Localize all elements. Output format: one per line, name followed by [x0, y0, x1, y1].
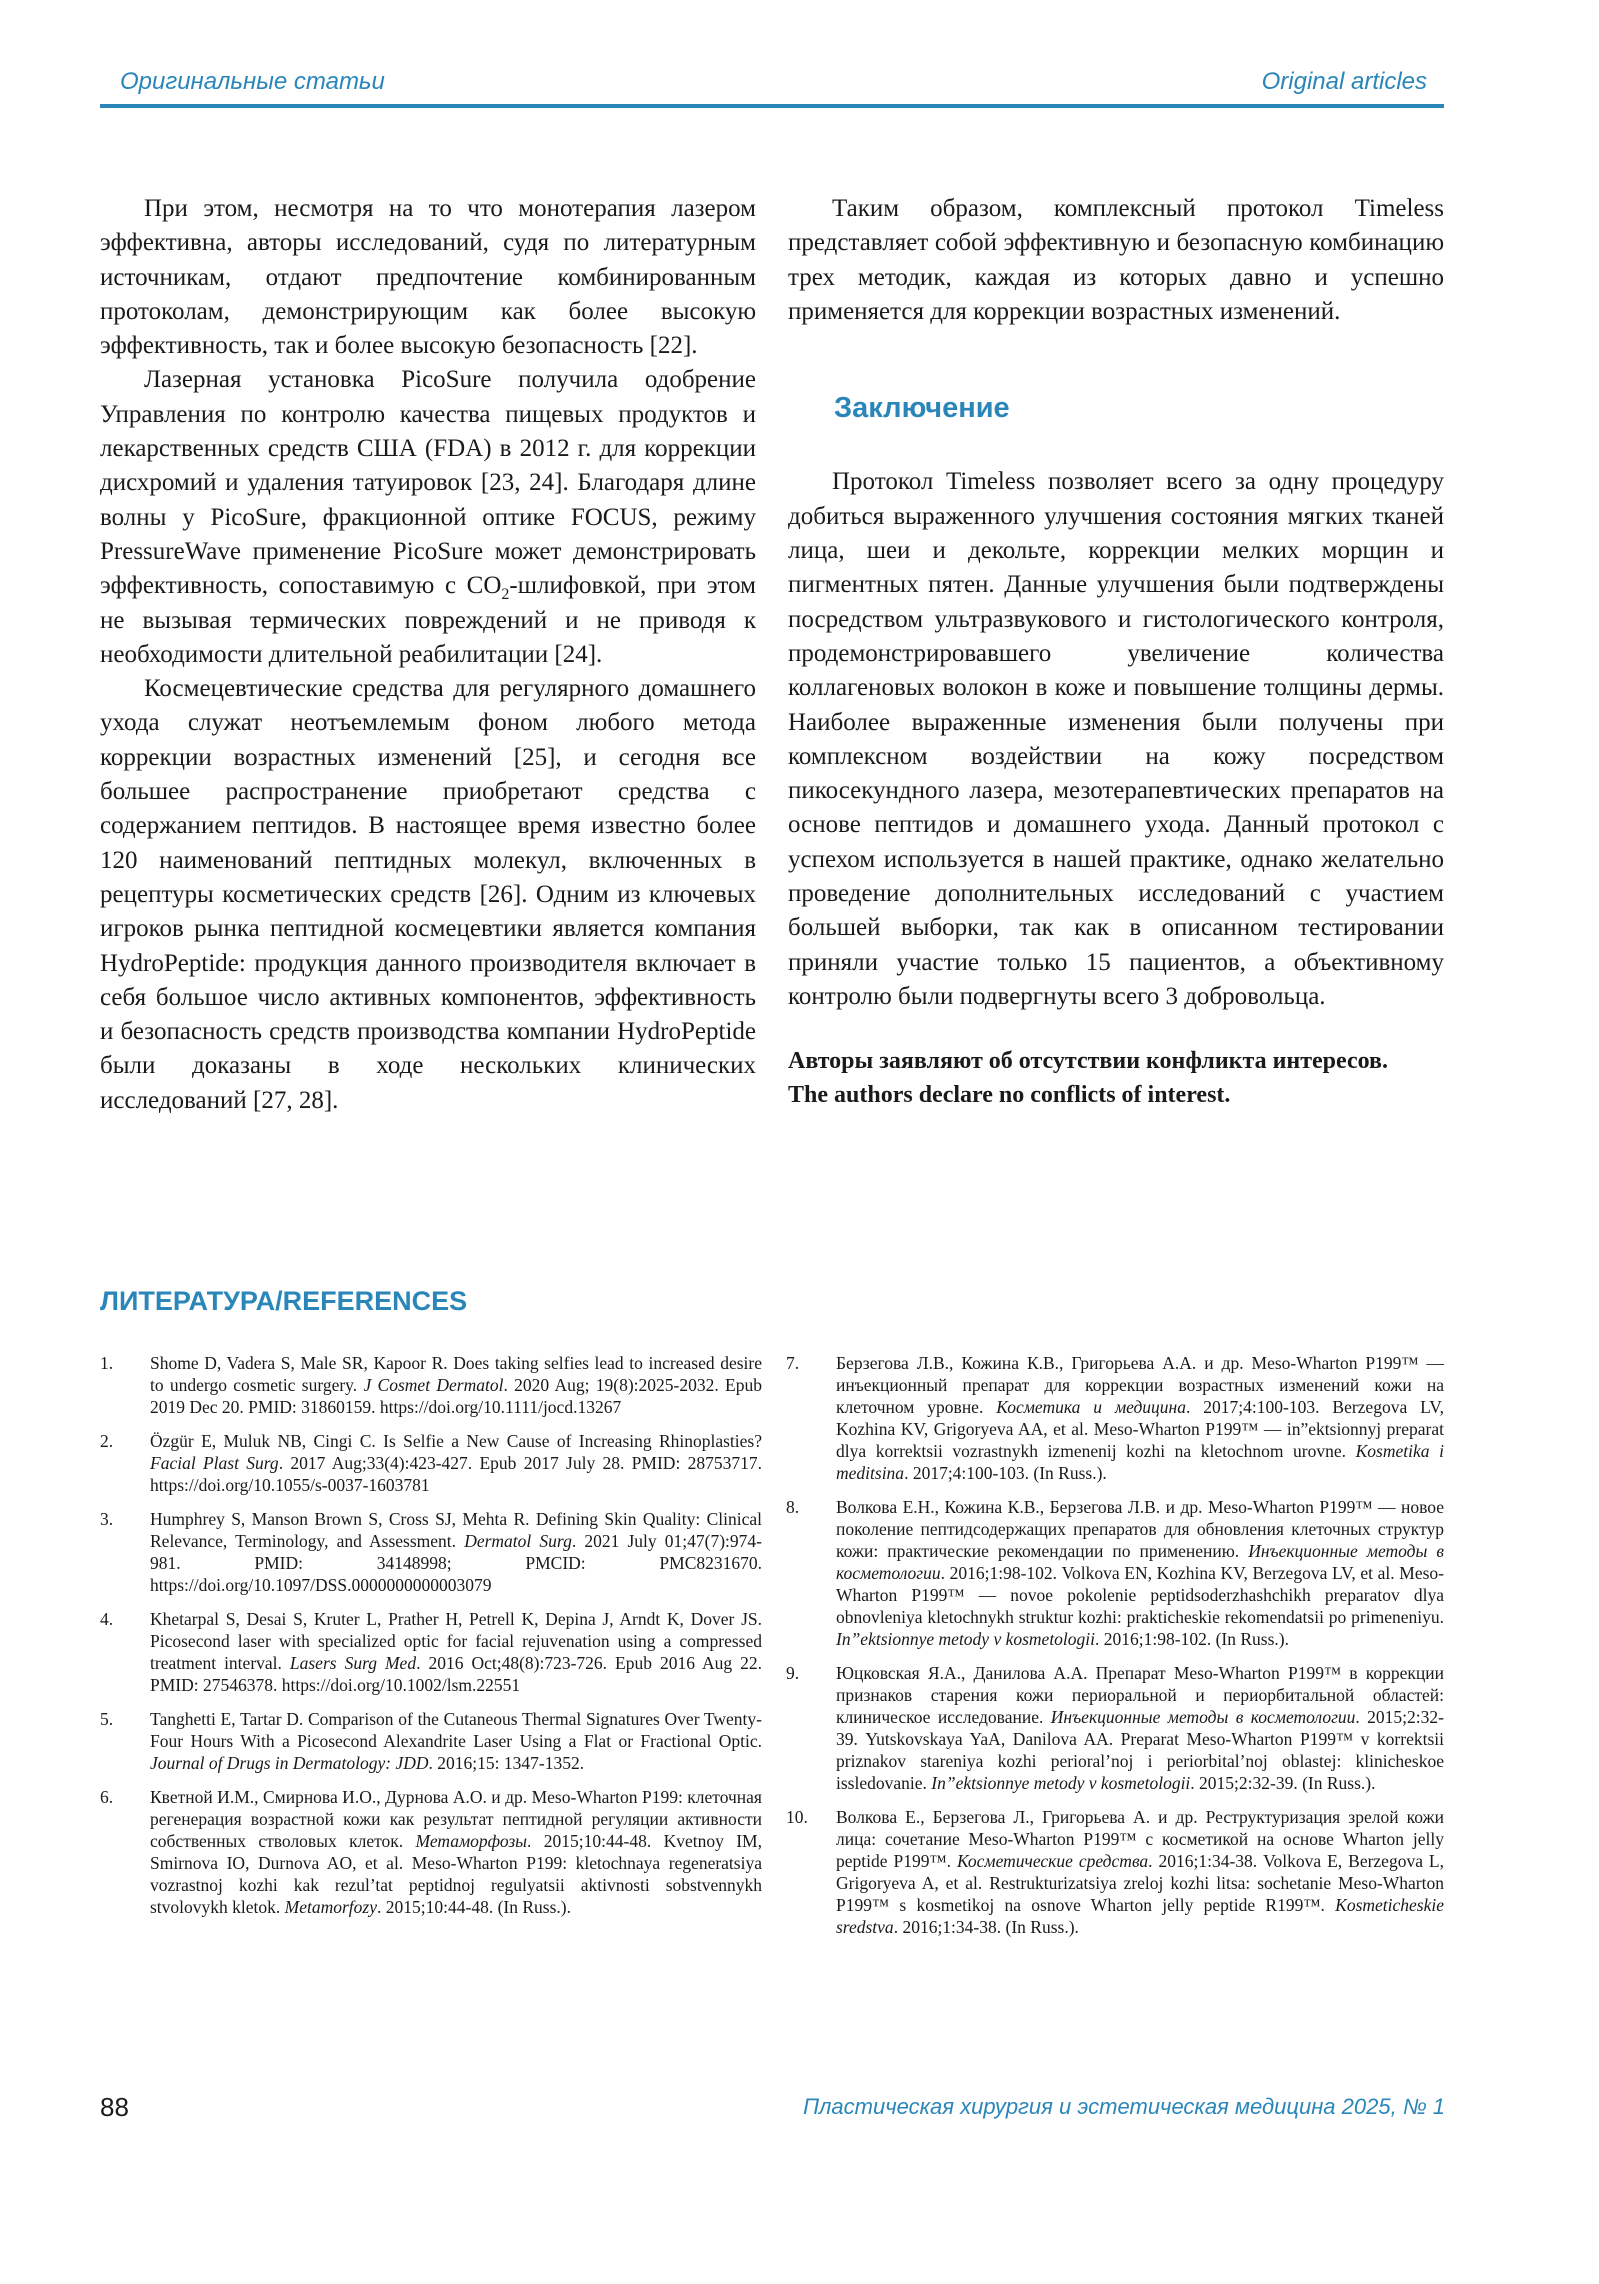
reference-text: Кветной И.М., Смирнова И.О., Дурнова А.О. и др. Meso-Wharton P199: клеточная регенерация возрастной кожи как результат пептидной регуляции активности собственных стволовых клеток.: [150, 1787, 762, 1851]
reference-item: [786, 1352, 1444, 1484]
reference-text: Юцковская Я.А., Данилова А.А. Препарат Meso-Wharton P199™ в коррекции признаков старения кожи периоральной и периорбитальной областей: клиническое исследование.: [836, 1663, 1444, 1727]
reference-text: . 2021 July 01;47(7):974-981. PMID: 34148998; PMCID: PMC8231670. https://doi.org/10.1097/DSS.0000000000003079: [150, 1531, 762, 1595]
reference-item: [786, 1806, 1444, 1938]
reference-journal: Dermatol Surg: [464, 1531, 572, 1551]
reference-text: . 2016;1:34-38. (In Russ.).: [893, 1917, 1079, 1937]
reference-item: [100, 1352, 762, 1418]
reference-text: . 2015;10:44-48. Kvetnoy IM, Smirnova IO, Durnova AO, et al. Meso-Wharton P199: kletochnaya regeneratsiya vozrastnoj kozhi kak rezul’tat peptidnoj regulyatsii aktivnosti sobstvennykh stvolovykh kletok.: [150, 1831, 762, 1917]
reference-journal: Lasers Surg Med: [289, 1653, 417, 1673]
reference-item: [786, 1496, 1444, 1650]
reference-number: 2.: [100, 1431, 114, 1451]
conclusion-heading: Заключение: [834, 392, 1010, 425]
header-divider: [100, 104, 1444, 108]
disclosure-en: The authors declare no conflicts of interest.: [788, 1082, 1231, 1109]
reference-journal: Инъекционные методы в косметологии: [1050, 1707, 1356, 1727]
reference-text: Tanghetti E, Tartar D. Comparison of the Cutaneous Thermal Signatures Over Twenty-Four Hours With a Picosecond Alexandrite Laser Using a Flat or Fractional Optic.: [150, 1709, 762, 1751]
reference-text: . 2016;1:98-102. Volkova EN, Kozhina KV, Berzegova LV, et al. Meso-Wharton P199™ — novoe pokolenie peptidsoderzhashchikh preparatov dlya obnovleniya kletochnykh struktur kozhi: prakticheskie rekomendatsii po primeneniyu.: [836, 1563, 1444, 1627]
reference-number: 8.: [786, 1497, 800, 1517]
body-column-left: [100, 192, 756, 1118]
reference-journal: Косметические средства: [956, 1851, 1149, 1871]
reference-item: [100, 1786, 762, 1918]
reference-item: [786, 1662, 1444, 1794]
paragraph-conclusion: Протокол Timeless позволяет всего за одну процедуру добиться выраженного улучшения состояния мягких тканей лица, шеи и декольте, коррекции мелких морщин и пигментных пятен. Данные улучшения были подтверждены посредством ультразвукового и гистологического контроля, продемонстрировавшего увеличение количества коллагеновых волокон в коже и повышение толщины дермы. Наиболее выраженные изменения были получены при комплексном воздействии на кожу посредством пикосекундного лазера, мезотерапевтических препаратов на основе пептидов и домашнего ухода. Данный протокол с успехом используется в нашей практике, однако желательно проведение дополнительных исследований с участием большей выборки, так как в описанном тестировании приняли участие только 15 пациентов, а объективному контролю были подвергнуты всего 3 добровольца.: [788, 468, 1444, 1010]
reference-text: Shome D, Vadera S, Male SR, Kapoor R. Does taking selfies lead to increased desire to undergo cosmetic surgery.: [150, 1353, 762, 1395]
reference-text: Özgür E, Muluk NB, Cingi C. Is Selfie a New Cause of Increasing Rhinoplasties?: [150, 1431, 762, 1451]
reference-journal-translit: In”ektsionnye metody v kosmetologii: [931, 1773, 1191, 1793]
reference-item: [100, 1508, 762, 1596]
reference-journal-translit: Kosmetika i meditsina: [836, 1441, 1444, 1483]
reference-text: Волкова Е.Н., Кожина К.В., Берзегова Л.В. и др. Meso-Wharton P199™ — новое поколение пептидсодержащих препаратов для обновления клеточных структур кожи: практические рекомендации по применению.: [836, 1497, 1444, 1561]
paragraph-monotherapy: При этом, несмотря на то что монотерапия лазером эффективна, авторы исследований, судя по литературным источникам, отдают предпочтение комбинированным протоколам, демонстрирующим как более высокую эффективность, так и более высокую безопасность [22].: [100, 195, 756, 360]
reference-journal: Facial Plast Surg: [150, 1453, 279, 1473]
paragraph-picosure-text-b: -шлифовкой, при этом не вызывая термических повреждений и не приводя к необходимости длительной реабилитации [24].: [100, 572, 756, 668]
reference-journal: Метаморфозы: [415, 1831, 528, 1851]
reference-number: 6.: [100, 1787, 114, 1807]
reference-item: [100, 1608, 762, 1696]
body-column-right: [788, 192, 1444, 1112]
reference-text: . 2016;15: 1347-1352.: [428, 1753, 585, 1773]
reference-number: 10.: [786, 1807, 808, 1827]
running-header-section-en: Original articles: [1261, 68, 1427, 95]
reference-number: 3.: [100, 1509, 114, 1529]
page-number: 88: [100, 2092, 129, 2122]
reference-journal: Journal of Drugs in Dermatology: JDD: [150, 1753, 429, 1773]
reference-text: . 2017 Aug;33(4):423-427. Epub 2017 July 28. PMID: 28753717. https://doi.org/10.1055/s-0037-1603781: [150, 1453, 762, 1495]
disclosure-ru: Авторы заявляют об отсутствии конфликта интересов.: [788, 1048, 1388, 1075]
reference-text: Khetarpal S, Desai S, Kruter L, Prather H, Petrell K, Depina J, Arndt K, Dover JS. Picosecond laser with specialized optic for facial rejuvenation using a compressed treatment interval.: [150, 1609, 762, 1673]
reference-text: . 2015;2:32-39. (In Russ.).: [1190, 1773, 1376, 1793]
reference-item: [100, 1708, 762, 1774]
reference-number: 9.: [786, 1663, 800, 1683]
reference-text: Humphrey S, Manson Brown S, Cross SJ, Mehta R. Defining Skin Quality: Clinical Relevance, Terminology, and Assessment.: [150, 1509, 762, 1551]
reference-journal: Косметика и медицина: [996, 1397, 1186, 1417]
reference-text: . 2017;4:100-103. (In Russ.).: [904, 1463, 1107, 1483]
reference-number: 4.: [100, 1609, 114, 1629]
references-column-left: [100, 1352, 762, 1930]
paragraph-cosmeceuticals: Космецевтические средства для регулярного домашнего ухода служат неотъемлемым фоном любого метода коррекции возрастных изменений [25], и сегодня все большее распространение приобретают средства с содержанием пептидов. В настоящее время известно более 120 наименований пептидных молекул, включенных в рецептуры косметических средств [26]. Одним из ключевых игроков рынка пептидной космецевтики является компания HydroPeptide: продукция данного производителя включает в себя большое число активных компонентов, эффективность и безопасность средств производства компании HydroPeptide были доказаны в ходе нескольких клинических исследований [27, 28].: [100, 675, 756, 1114]
journal-title: Пластическая хирургия и эстетическая медицина 2025, № 1: [803, 2094, 1445, 2119]
reference-item: [100, 1430, 762, 1496]
reference-journal: Инъекционные методы в косметологии: [836, 1541, 1444, 1583]
paragraph-timeless-summary: Таким образом, комплексный протокол Timeless представляет собой эффективную и безопасную комбинацию трех методик, каждая из которых давно и успешно применяется для коррекции возрастных изменений.: [788, 195, 1444, 325]
running-header-section-ru: Оригинальные статьи: [120, 68, 385, 95]
reference-text: . 2015;10:44-48. (In Russ.).: [377, 1897, 571, 1917]
reference-text: Берзегова Л.В., Кожина К.В., Григорьева А.А. и др. Meso-Wharton P199™ — инъекционный препарат для коррекции возрастных изменений кожи на клеточном уровне.: [836, 1353, 1444, 1417]
reference-text: . 2016 Oct;48(8):723-726. Epub 2016 Aug 22. PMID: 27546378. https://doi.org/10.1002/lsm.22551: [150, 1653, 763, 1695]
paragraph-picosure-text-a: Лазерная установка PicoSure получила одобрение Управления по контролю качества пищевых продуктов и лекарственных средств США (FDA) в 2012 г. для коррекции дисхромий и удаления татуировок [23, 24]. Благодаря длине волны у PicoSure, фракционной оптике FOCUS, режиму PressureWave применение PicoSure может демонстрировать эффективность, сопоставимую с CO: [100, 366, 756, 600]
reference-text: . 2016;1:98-102. (In Russ.).: [1095, 1629, 1289, 1649]
reference-journal-translit: Kosmeticheskie sredstva: [836, 1895, 1444, 1937]
conflict-disclosure: [788, 1044, 1444, 1112]
reference-text: . 2015;2:32-39. Yutskovskaya YaA, Danilova AA. Preparat Meso-Wharton P199™ v korrektsii priznakov stareniya kozhi perioral’noj i periorbital’noj oblastej: klinicheskoe issledovanie.: [836, 1707, 1444, 1793]
reference-text: Волкова Е., Берзегова Л., Григорьева А. и др. Реструктуризация зрелой кожи лица: сочетание Meso-Wharton P199™ с косметикой на основе Wharton jelly peptide P199™.: [836, 1807, 1444, 1871]
reference-journal: J Cosmet Dermatol: [363, 1375, 504, 1395]
reference-number: 1.: [100, 1353, 114, 1373]
references-column-right: [786, 1352, 1444, 1950]
co2-subscript: 2: [501, 586, 510, 604]
references-heading: ЛИТЕРАТУРА/REFERENCES: [100, 1286, 468, 1316]
paragraph-picosure: [100, 363, 756, 672]
reference-number: 7.: [786, 1353, 800, 1373]
reference-journal-translit: Metamorfozy: [284, 1897, 378, 1917]
reference-text: . 2020 Aug; 19(8):2025-2032. Epub 2019 Dec 20. PMID: 31860159. https://doi.org/10.1111/jocd.13267: [150, 1375, 762, 1417]
reference-number: 5.: [100, 1709, 114, 1729]
reference-journal-translit: In”ektsionnye metody v kosmetologii: [836, 1629, 1096, 1649]
reference-text: . 2017;4:100-103. Berzegova LV, Kozhina KV, Grigoryeva AA, et al. Meso-Wharton P199™ — in”ektsionnyj preparat dlya korrektsii vozrastnykh izmenenij kozhi na kletochnom urovne.: [836, 1397, 1444, 1461]
reference-text: . 2016;1:34-38. Volkova E, Berzegova L, Grigoryeva A, et al. Restrukturizatsiya zreloj kozhi litsa: sochetanie Meso-Wharton P199™ s kosmetikoj na osnove Wharton jelly peptide R199™.: [836, 1851, 1444, 1915]
